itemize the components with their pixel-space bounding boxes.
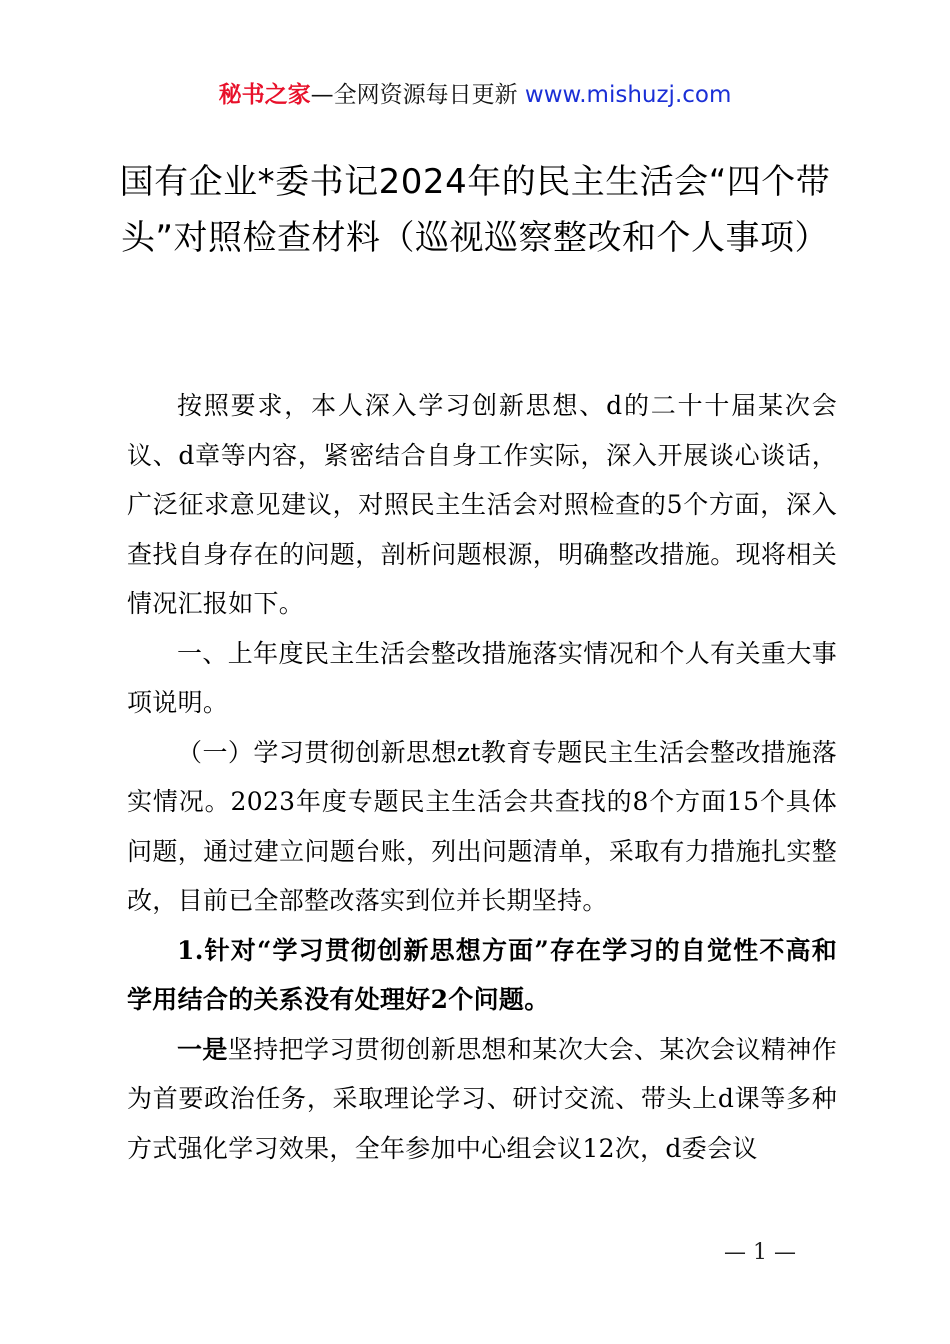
site-tagline: —全网资源每日更新 <box>310 82 525 108</box>
site-banner <box>0 78 950 112</box>
site-url-link[interactable]: www.mishuzj.com <box>524 82 732 108</box>
document-body <box>127 381 837 1173</box>
measure-paragraph-1 <box>127 1025 837 1174</box>
item-heading-1: 1.针对“学习贯彻创新思想方面”存在学习的自觉性不高和学用结合的关系没有处理好2个问题。 <box>127 935 837 1014</box>
subsection-paragraph-1: （一）学习贯彻创新思想zt教育专题民主生活会整改措施落实情况。2023年度专题民主生活会共查找的8个方面15个具体问题，通过建立问题台账，列出问题清单，采取有力措施扎实整改，目前已全部整改落实到位并长期坚持。 <box>127 737 837 915</box>
section-heading-1: 一、上年度民主生活会整改措施落实情况和个人有关重大事项说明。 <box>127 638 837 717</box>
page-number: — 1 — <box>724 1240 796 1265</box>
document-title: 国有企业*委书记2024年的民主生活会“四个带头”对照检查材料（巡视巡察整改和个人事项） <box>119 162 831 258</box>
intro-paragraph: 按照要求，本人深入学习创新思想、d的二十十届某次会议、d章等内容，紧密结合自身工作实际，深入开展谈心谈话，广泛征求意见建议，对照民主生活会对照检查的5个方面，深入查找自身存在的问题，剖析问题根源，明确整改措施。现将相关情况汇报如下。 <box>127 391 837 618</box>
measure-text: 坚持把学习贯彻创新思想和某次大会、某次会议精神作为首要政治任务，采取理论学习、研讨交流、带头上d课等多种方式强化学习效果，全年参加中心组会议12次，d委会议 <box>127 1034 837 1163</box>
site-brand: 秘书之家 <box>218 82 311 108</box>
measure-lead: 一是 <box>177 1034 228 1064</box>
